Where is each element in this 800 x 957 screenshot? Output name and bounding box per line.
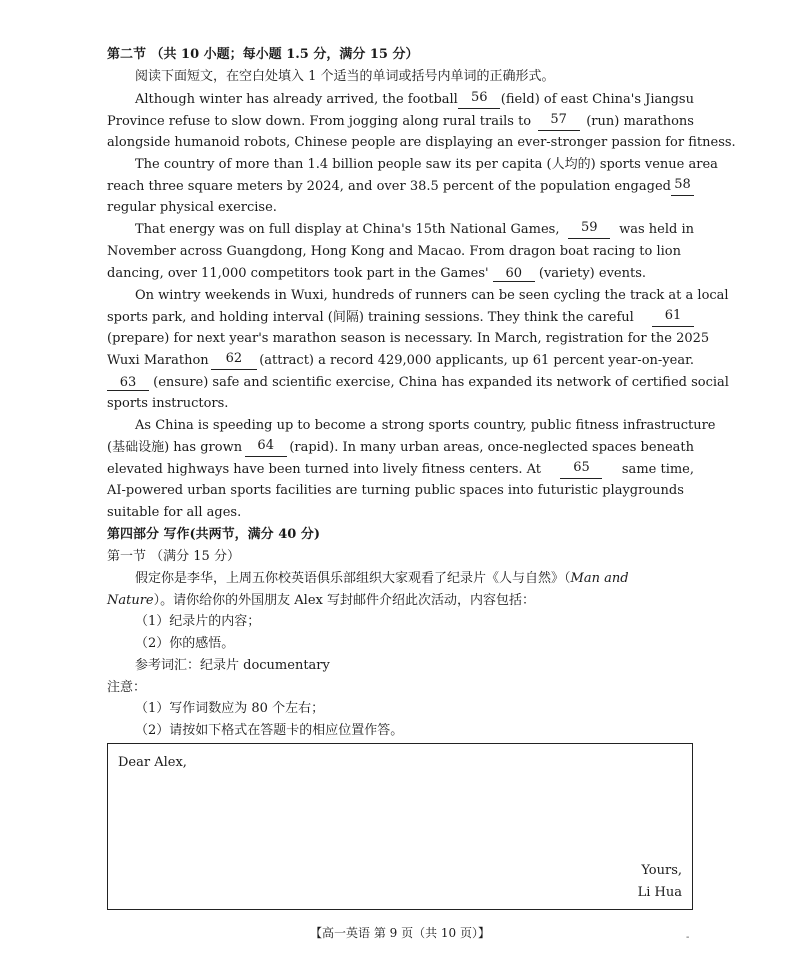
letter-closing: Yours,: [641, 863, 682, 878]
instruction: 阅读下面短文，在空白处填入 1 个适当的单词或括号内单词的正确形式。: [135, 69, 555, 84]
blank-59: 59: [568, 221, 610, 239]
writing-prompt: 假定你是李华，上周五你校英语俱乐部组织大家观看了纪录片《人与自然》（Man and: [135, 571, 629, 586]
blank-64: 64: [245, 439, 287, 457]
writing-prompt: Nature）。请你给你的外国朋友 Alex 写封邮件介绍此次活动，内容包括：: [107, 593, 535, 608]
passage-line: 63 (ensure) safe and scientific exercise, China has expanded its network of certified social: [107, 374, 729, 392]
vocab-hint: 参考词汇：纪录片 documentary: [135, 658, 330, 673]
passage-line: sports park, and holding interval (间隔) training sessions. They think the careful 61: [107, 309, 694, 327]
passage-line: AI-powered urban sports facilities are turning public spaces into futuristic playgrounds: [107, 483, 684, 498]
content-item: （1）纪录片的内容；: [135, 614, 261, 629]
blank-57: 57: [538, 113, 580, 131]
passage-line: Although winter has already arrived, the football 56 (field) of east China's Jiangsu: [135, 90, 694, 107]
blank-62: 62: [211, 352, 257, 370]
letter-answer-box: [107, 743, 693, 910]
section-title: 第二节 （共 10 小题；每小题 1.5 分，满分 15 分）: [107, 47, 419, 62]
subsection-title: 第一节 （满分 15 分）: [107, 549, 240, 564]
note-item: （1）写作词数应为 80 个左右；: [135, 701, 325, 716]
passage-line: Province refuse to slow down. From jogging along rural trails to 57 (run) marathons: [107, 112, 694, 129]
note-item: （2）请按如下格式在答题卡的相应位置作答。: [135, 723, 404, 738]
passage-line: (基础设施) has grown 64 (rapid). In many urban areas, once-neglected spaces beneath: [107, 438, 694, 455]
note-label: 注意：: [107, 680, 147, 695]
passage-line: November across Guangdong, Hong Kong and Macao. From dragon boat racing to lion: [107, 244, 681, 259]
blank-63: 63: [107, 376, 149, 391]
passage-line: On wintry weekends in Wuxi, hundreds of runners can be seen cycling the track at a local: [135, 288, 729, 303]
passage-line: alongside humanoid robots, Chinese people are displaying an ever-stronger passion for fitness.: [107, 135, 736, 150]
passage-line: (prepare) for next year's marathon season is necessary. In March, registration for the 2025: [107, 331, 710, 346]
content-item: （2）你的感悟。: [135, 636, 235, 651]
passage-line: elevated highways have been turned into lively fitness centers. At 65 same time,: [107, 460, 694, 477]
letter-greeting: Dear Alex,: [118, 755, 187, 770]
passage-line: sports instructors.: [107, 396, 229, 411]
letter-signature: Li Hua: [637, 885, 682, 900]
blank-61: 61: [652, 309, 694, 327]
part4-title: 第四部分 写作(共两节，满分 40 分): [107, 527, 320, 542]
passage-line: reach three square meters by 2024, and over 38.5 percent of the population engaged 58: [107, 178, 694, 196]
passage-line: dancing, over 11,000 competitors took part in the Games' 60 (variety) events.: [107, 266, 647, 281]
corner-mark: -: [686, 932, 690, 943]
page-footer: 【高一英语 第 9 页（共 10 页）】: [310, 926, 490, 940]
blank-58: 58: [671, 178, 694, 196]
passage-line: regular physical exercise.: [107, 200, 277, 215]
blank-65: 65: [560, 461, 602, 479]
passage-line: Wuxi Marathon 62 (attract) a record 429,000 applicants, up 61 percent year-on-year.: [107, 351, 694, 368]
passage-line: That energy was on full display at China's 15th National Games, 59 was held in: [135, 220, 694, 237]
blank-60: 60: [493, 267, 535, 282]
blank-56: 56: [458, 91, 500, 109]
passage-line: The country of more than 1.4 billion people saw its per capita (人均的) sports venue area: [135, 157, 718, 172]
passage-line: As China is speeding up to become a strong sports country, public fitness infrastructure: [135, 418, 716, 433]
passage-line: suitable for all ages.: [107, 505, 242, 520]
